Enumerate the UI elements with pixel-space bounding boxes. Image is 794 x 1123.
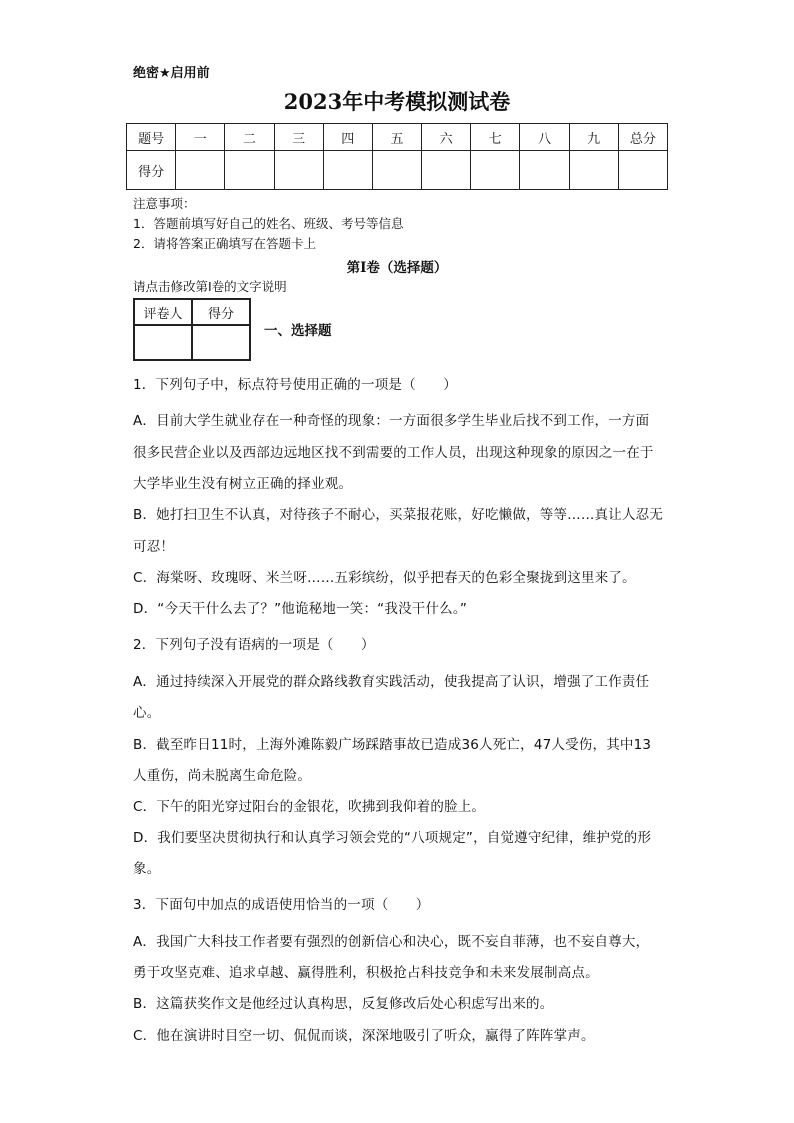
score-cell (618, 151, 667, 190)
score-cell (471, 151, 520, 190)
question-line: B．截至昨日11时，上海外滩陈毅广场踩踏事故已造成36人死亡，47人受伤，其中13 (133, 737, 652, 753)
score-cell (225, 151, 274, 190)
score-table (126, 123, 668, 190)
score-cell (176, 151, 225, 190)
question-line: 勇于攻坚克难、追求卓越、赢得胜利，积极抢占科技竞争和未来发展制高点。 (133, 965, 599, 981)
score-cell (569, 151, 618, 190)
question-line: A．我国广大科技工作者要有强烈的创新信心和决心，既不妄自菲薄，也不妄自尊大， (133, 934, 650, 950)
grader-blank-cell (192, 325, 250, 360)
question-line: B．这篇获奖作文是他经过认真构思，反复修改后处心积虑写出来的。 (133, 996, 554, 1012)
score-header-cell: 九 (569, 124, 618, 151)
score-cell (323, 151, 372, 190)
question-line: A．通过持续深入开展党的群众路线教育实践活动，使我提高了认识，增强了工作责任 (133, 674, 650, 690)
question-line: 可忍！ (133, 539, 175, 555)
score-header-cell: 一 (176, 124, 225, 151)
score-header-cell: 四 (323, 124, 372, 151)
question-line: A．目前大学生就业存在一种奇怪的现象：一方面很多学生毕业后找不到工作，一方面 (133, 413, 650, 429)
score-header-cell: 题号 (127, 124, 176, 151)
score-cell (372, 151, 421, 190)
question-line: D．“今天干什么去了？”他诡秘地一笑：“我没干什么。” (133, 601, 468, 617)
question-line: C．海棠呀、玫瑰呀、米兰呀……五彩缤纷，似乎把春天的色彩全聚拢到这里来了。 (133, 570, 636, 586)
note-item: 2．请将答案正确填写在答题卡上 (133, 236, 316, 251)
score-header-cell: 五 (372, 124, 421, 151)
question-line: 大学毕业生没有树立正确的择业观。 (133, 476, 353, 492)
question-line: 2．下列句子没有语病的一项是（ ） (133, 637, 375, 653)
exam-title: 2023年中考模拟测试卷 (283, 89, 511, 114)
question-line: C．他在演讲时目空一切、侃侃而谈，深深地吸引了听众，赢得了阵阵掌声。 (133, 1028, 595, 1044)
score-cell (422, 151, 471, 190)
confidential-label: 绝密★启用前 (133, 66, 210, 81)
note-item: 1．答题前填写好自己的姓名、班级、考号等信息 (133, 216, 404, 231)
notes-title: 注意事项： (133, 196, 196, 211)
score-header-cell: 八 (520, 124, 569, 151)
grader-blank-cell (134, 325, 192, 360)
grader-label: 评卷人 (134, 299, 192, 325)
question-line: 象。 (133, 861, 161, 877)
question-line: C．下午的阳光穿过阳台的金银花，吹拂到我仰着的脸上。 (133, 799, 486, 815)
question-line: 人重伤，尚未脱离生命危险。 (133, 768, 312, 784)
question-line: 心。 (133, 705, 161, 721)
volume-title: 第I卷（选择题） (346, 260, 448, 276)
question-line: B．她打扫卫生不认真，对待孩子不耐心，买菜报花账，好吃懒做，等等……真让人忍无 (133, 507, 664, 523)
score-header-cell: 二 (225, 124, 274, 151)
score-header-cell: 七 (471, 124, 520, 151)
score-cell (520, 151, 569, 190)
grader-blank-row (134, 325, 250, 360)
score-header-cell: 三 (274, 124, 323, 151)
score-table-score-row (127, 151, 668, 190)
score-header-cell: 六 (422, 124, 471, 151)
question-line: 1．下列句子中，标点符号使用正确的一项是（ ） (133, 377, 457, 393)
grader-table (133, 298, 251, 361)
score-header-cell: 总分 (618, 124, 667, 151)
part-heading: 一、选择题 (264, 323, 332, 339)
score-cell (274, 151, 323, 190)
grader-header-row (134, 299, 250, 325)
volume-instruction[interactable]: 请点击修改第I卷的文字说明 (133, 279, 287, 294)
question-line: 很多民营企业以及西部边远地区找不到需要的工作人员，出现这种现象的原因之一在于 (133, 445, 654, 461)
question-line: 3．下面句中加点的成语使用恰当的一项（ ） (133, 897, 430, 913)
grader-score-label: 得分 (192, 299, 250, 325)
score-table-header-row (127, 124, 668, 151)
score-row-label: 得分 (127, 151, 176, 190)
question-line: D．我们要坚决贯彻执行和认真学习领会党的“八项规定”，自觉遵守纪律，维护党的形 (133, 830, 652, 846)
